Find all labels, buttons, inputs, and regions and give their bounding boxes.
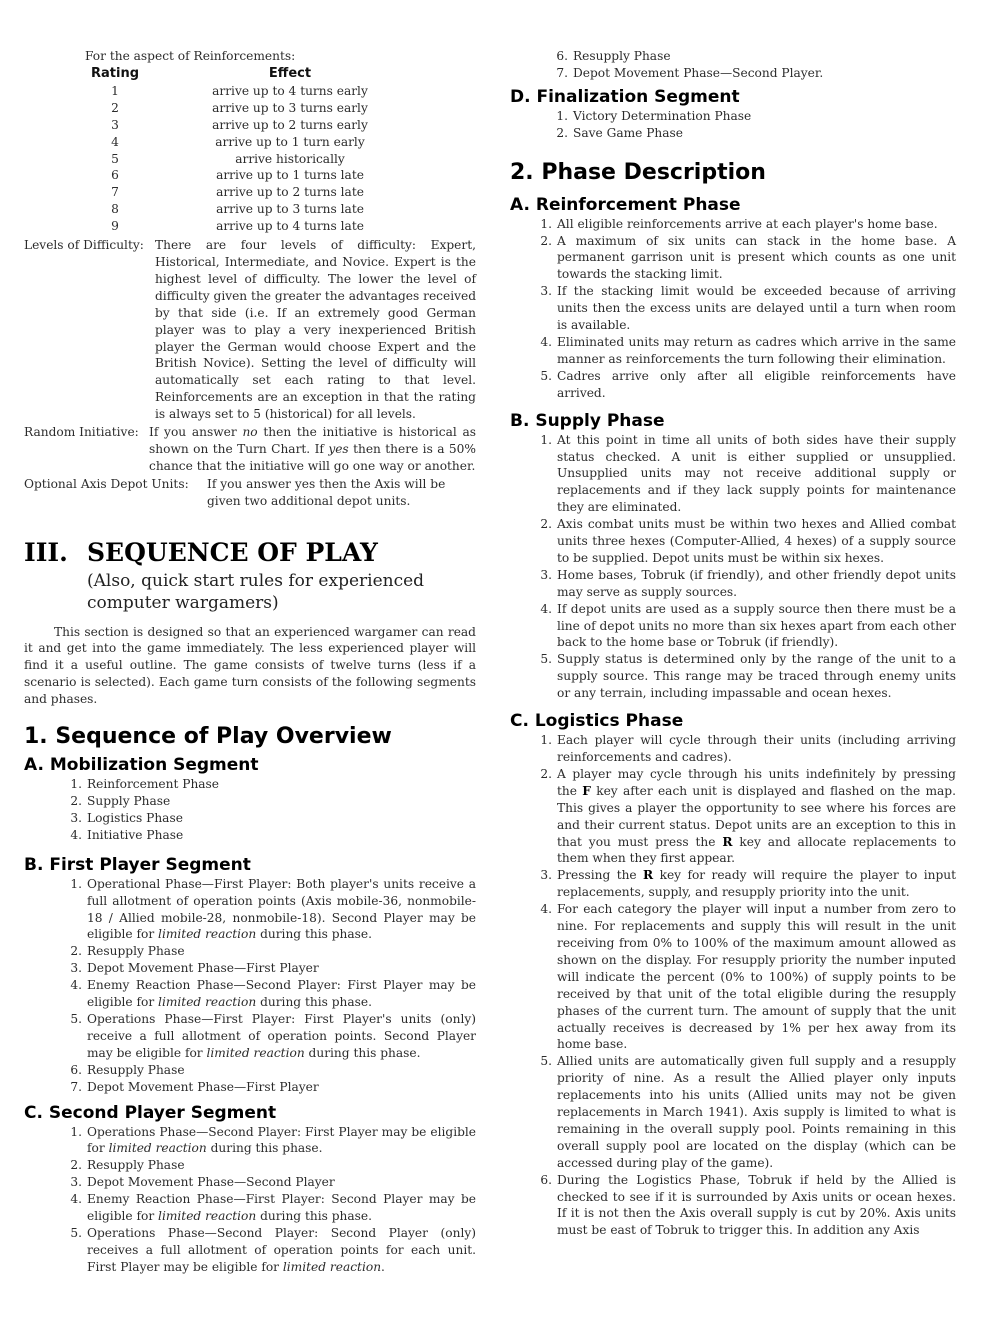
rating-cell: 1 — [111, 83, 119, 98]
table-row — [85, 167, 435, 184]
difficulty-term: Levels of Difficulty: — [24, 238, 144, 253]
list-item: 3. Pressing the R key for ready will require the player to input replacements, supply, and resupply priority into the unit. — [540, 868, 956, 900]
effect-cell: arrive up to 2 turns late — [216, 185, 364, 200]
right-column — [510, 48, 956, 1239]
overview-heading: 1. Sequence of Play Overview — [24, 724, 392, 750]
table-row — [85, 201, 435, 218]
initiative-term: Random Initiative: — [24, 425, 139, 440]
list-item: 2. Resupply Phase — [70, 944, 185, 959]
table-header — [85, 65, 435, 83]
list-item: 4. Enemy Reaction Phase—First Player: Second Player may be eligible for limited reaction during this phase. — [70, 1192, 476, 1224]
rating-cell: 6 — [111, 168, 119, 183]
list-item: 5. Supply status is determined only by the range of the unit to a supply source. This range may be traced through enemy units or any terrain, including impassable and ocean hexes. — [540, 652, 956, 701]
table-row — [85, 151, 435, 168]
list-item: 3. Logistics Phase — [70, 810, 183, 825]
list-item: 3. Home bases, Tobruk (if friendly), and other friendly depot units may serve as supply sources. — [540, 567, 956, 599]
effect-cell: arrive up to 4 turns early — [212, 83, 368, 98]
list-item: 4. Enemy Reaction Phase—Second Player: First Player may be eligible for limited reaction during this phase. — [70, 978, 476, 1010]
rating-cell: 9 — [111, 219, 119, 234]
left-column — [24, 48, 476, 1276]
list-item: 5. Operations Phase—First Player: First Player's units (only) receive a full allotment of operation points. Second Player may be eligible for limited reaction during this phase. — [70, 1011, 476, 1060]
initiative-option — [24, 424, 476, 475]
part-subtitle: (Also, quick start rules for experienced computer wargamers) — [87, 570, 425, 613]
depot-term: Optional Axis Depot Units: — [24, 476, 189, 491]
difficulty-text: There are four levels of difficulty: Expert, Historical, Intermediate, and Novice. Expert is the highest level of difficulty. The lower the level of difficulty given the greater the advantages received by that side (i.e. If an extremely good German player was to play a very inexperienced British player the German would choose Expert and the British Novice). Setting the level of difficulty will automatically set each rating to that level. Reinforcements are an exception in that the rating is always set to 5 (historical) for all levels. — [155, 238, 476, 422]
list-item: 4. Initiative Phase — [70, 827, 184, 842]
part-number: III. — [24, 537, 68, 567]
rating-cell: 8 — [111, 202, 119, 217]
list-item: 2. A maximum of six units can stack in the home base. A permanent garrison unit is present which counts as one unit towards the stacking limit. — [540, 233, 956, 282]
supply-phase-list — [534, 432, 956, 703]
supply-phase-heading: B. Supply Phase — [510, 410, 665, 431]
list-item: 3. If the stacking limit would be exceeded because of arriving units then the excess units are delayed until a turn when room is available. — [540, 284, 956, 333]
rating-cell: 4 — [111, 134, 119, 149]
rating-cell: 3 — [111, 117, 119, 132]
effect-cell: arrive up to 1 turn early — [215, 134, 365, 149]
reinforcements-intro: For the aspect of Reinforcements: — [85, 49, 296, 63]
list-item: 5. Cadres arrive only after all eligible reinforcements have arrived. — [540, 368, 956, 400]
effect-cell: arrive historically — [235, 151, 345, 166]
list-item: 1. Each player will cycle through their units (including arriving reinforcements and cadres). — [540, 733, 956, 764]
list-item: 6. During the Logistics Phase, Tobruk if held by the Allied is checked to see if it is surrounded by Axis units or ocean hexes. If it is not then the Axis overall supply is cut by 20%. Axis units must be east of Tobruk to trigger this. In addition any Axis — [540, 1172, 956, 1238]
list-item: 1. Operational Phase—First Player: Both player's units receive a full allotment of operation points (Axis mobile-36, nonmobile-18 / Allied mobile-28, nonmobile-18). Second Player may be eligible for limited reaction during this phase. — [70, 876, 476, 942]
mobilization-list — [64, 776, 476, 844]
second-player-heading: C. Second Player Segment — [24, 1102, 277, 1123]
depot-text: If you answer yes then the Axis will be given two additional depot units. — [207, 476, 446, 508]
difficulty-option — [24, 237, 476, 423]
list-item: 5. Allied units are automatically given full supply and a resupply priority of nine. As a result the Allied player only inputs replacements into his units (Allied units may not be given replacements in March 1941). Axis supply is limited to what is remaining in the overall supply pool. Points remaining in this overall supply pool are located on the display (which can be accessed during play of the game). — [540, 1054, 956, 1170]
list-item: 3. Depot Movement Phase—First Player — [70, 961, 319, 976]
list-item: 4. If depot units are used as a supply source then there must be a line of depot units no more than six hexes apart from each other back to the home base or Tobruk (if friendly). — [540, 601, 956, 650]
list-item: 2. A player may cycle through his units indefinitely by pressing the F key after each unit is displayed and flashed on the map. This gives a player the opportunity to see where his forces are and their current status. Depot units are an exception to this in that you must press the R key and allocate replacements to them when they first appear. — [540, 766, 956, 866]
effect-cell: arrive up to 2 turns early — [212, 117, 368, 132]
rating-cell: 2 — [111, 100, 119, 115]
mobilization-heading: A. Mobilization Segment — [24, 755, 259, 776]
part-heading — [24, 536, 476, 570]
list-item: 1. All eligible reinforcements arrive at each player's home base. — [540, 216, 938, 231]
list-item: 2. Axis combat units must be within two hexes and Allied combat units three hexes (Computer-Allied, 4 hexes) of a supply source to be supplied. Depot units must be within six hexes. — [540, 517, 956, 565]
list-item: 1. Operations Phase—Second Player: First Player may be eligible for limited reaction during this phase. — [70, 1124, 476, 1156]
list-item: 6. Resupply Phase — [556, 49, 671, 63]
reinforcements-table — [85, 65, 435, 235]
phase-description-heading: 2. Phase Description — [510, 159, 766, 185]
logistics-phase-heading: C. Logistics Phase — [510, 711, 684, 732]
table-row — [85, 184, 435, 201]
reinforcement-phase-heading: A. Reinforcement Phase — [510, 194, 741, 215]
table-row — [85, 100, 435, 117]
list-item: 3. Depot Movement Phase—Second Player — [70, 1175, 335, 1190]
list-item: 2. Save Game Phase — [556, 125, 684, 140]
finalization-list — [550, 108, 956, 142]
reinforcement-phase-list — [534, 216, 956, 402]
part-title: SEQUENCE OF PLAY — [87, 537, 378, 567]
logistics-phase-list — [534, 732, 956, 1239]
first-player-list — [64, 876, 476, 1096]
table-row — [85, 134, 435, 151]
list-item: 1. Reinforcement Phase — [70, 777, 220, 792]
rating-cell: 7 — [111, 185, 119, 200]
table-row — [85, 83, 435, 100]
list-item: 7. Depot Movement Phase—Second Player. — [556, 65, 824, 80]
list-item: 5. Operations Phase—Second Player: Second Player (only) receives a full allotment of operation points for each unit. First Player may be eligible for limited reaction. — [70, 1225, 476, 1274]
list-item: 1. At this point in time all units of both sides have their supply status checked. A unit is either supplied or unsupplied. Unsupplied units may not receive additional supply or replacements and if they lack supply points for maintenance they are eliminated. — [540, 432, 956, 515]
first-player-heading: B. First Player Segment — [24, 854, 251, 875]
table-row — [85, 117, 435, 134]
list-item: 6. Resupply Phase — [70, 1062, 185, 1077]
table-row — [85, 218, 435, 235]
effect-cell: arrive up to 1 turns late — [216, 168, 364, 183]
list-item: 4. For each category the player will input a number from zero to nine. For replacements and supply this will result in the unit receiving from 0% to 100% of the maximum amount allowed as shown on the display. For resupply priority the number inputed will indicate the percent (0% to 100%) of supply points to be received by that unit of the total eligible during the resupply phases of the current turn. The amount of supply that the unit actually receives is decreased by 1% per hex away from its home base. — [540, 902, 956, 1052]
list-item: 2. Resupply Phase — [70, 1158, 185, 1173]
rating-cell: 5 — [111, 151, 119, 166]
depot-option — [24, 476, 476, 510]
second-player-list-continued — [550, 48, 956, 82]
list-item: 4. Eliminated units may return as cadres which arrive in the same manner as reinforcements the turn following their elimination. — [540, 334, 956, 366]
list-item: 7. Depot Movement Phase—First Player — [70, 1079, 319, 1094]
initiative-text: If you answer no then the initiative is historical as shown on the Turn Chart. If yes then there is a 50% chance that the initiative will go one way or another. — [149, 425, 476, 473]
second-player-list — [64, 1124, 476, 1276]
effect-cell: arrive up to 3 turns early — [212, 100, 368, 115]
finalization-heading: D. Finalization Segment — [510, 86, 740, 107]
rating-header: Rating — [90, 65, 139, 81]
list-item: 2. Supply Phase — [70, 794, 171, 808]
effect-header: Effect — [268, 65, 312, 81]
list-item: 1. Victory Determination Phase — [556, 108, 752, 123]
intro-paragraph: This section is designed so that an experienced wargamer can read it and get into the game immediately. The less experienced player will find it a useful outline. The game consists of twelve turns (less if a scenario is selected). Each game turn consists of the following segments and phases. — [24, 624, 476, 707]
effect-cell: arrive up to 3 turns late — [216, 202, 364, 217]
effect-cell: arrive up to 4 turns late — [216, 219, 364, 234]
